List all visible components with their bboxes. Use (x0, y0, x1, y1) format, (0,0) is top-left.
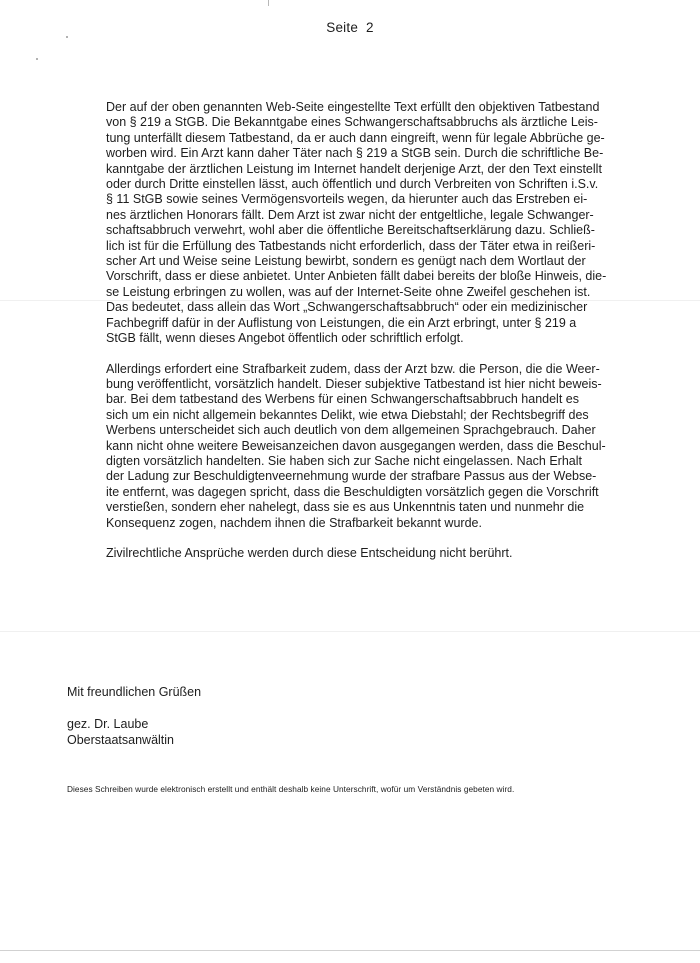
text-line: kann nicht ohne weitere Beweisanzeichen davon ausgegangen werden, dass die Beschul- (106, 438, 606, 453)
text-line: Konsequenz zogen, nachdem ihnen die Strafbarkeit bekannt wurde. (106, 515, 482, 530)
text-line: schaftsabbruch verwehrt, wohl aber die öffentliche Bereitschaftserklärung dazu. Schließ- (106, 223, 595, 238)
paragraph-civil-claims (106, 546, 626, 561)
text-line: Werbens unterscheidet sich auch deutlich von dem allgemeinen Sprachgebrauch. Daher (106, 423, 596, 438)
text-line: § 11 StGB sowie seines Vermögensvorteils wegen, da hierunter auch das Erstreben ei- (106, 192, 588, 207)
closing-greeting: Mit freundlichen Grüßen (67, 685, 202, 699)
text-line: der Ladung zur Beschuldigtenveernehmung wurde der strafbare Passus aus der Webse- (106, 469, 597, 484)
text-line: lich ist für die Erfüllung des Tatbestands nicht erforderlich, dass der Täter etwa in reißeri- (106, 238, 596, 253)
scan-speck (36, 58, 38, 60)
text-line: nes ärztlichen Honorars fällt. Dem Arzt ist zwar nicht der entgeltliche, legale Schwanger- (106, 207, 594, 222)
text-line: Der auf der oben genannten Web-Seite eingestellte Text erfüllt den objektiven Tatbestand (106, 100, 600, 114)
text-line: tung unterfällt diesem Tatbestand, da er auch dann eingreift, wenn für legale Abbrüche ge- (106, 130, 605, 145)
text-line: von § 219 a StGB. Die Bekanntgabe eines Schwangerschaftsabbruchs als ärztliche Leis- (106, 115, 598, 130)
text-line: Allerdings erfordert eine Strafbarkeit zudem, dass der Arzt bzw. die Person, die die Weer- (106, 361, 600, 376)
text-line: digten vorsätzlich handelten. Sie haben sich zur Sache nicht eingelassen. Nach Erhalt (106, 453, 582, 468)
text-line: oder durch Dritte einstellen lässt, auch öffentlich und durch Verbreiten von Schriften i.S.v. (106, 177, 599, 192)
text-line: se Leistung erbringen zu wollen, was auf der Internet-Seite ohne Zweifel geschehen ist. (106, 284, 591, 299)
text-line: scher Art und Weise seine Leistung bewirbt, sondern es genügt nach dem Wortlaut der (106, 254, 586, 269)
text-line: ite entfernt, was dagegen spricht, dass die Beschuldigten vorsätzlich gegen die Vorschrift (106, 484, 599, 499)
text-line: kanntgabe der ärztlichen Leistung im Internet handelt derjenige Arzt, der den Text einstellt (106, 161, 602, 176)
text-line: sich um ein nicht allgemein bekanntes Delikt, wie etwa Diebstahl; der Rechtsbegriff des (106, 407, 589, 422)
scan-mark-top (268, 0, 269, 6)
text-line: StGB fällt, wenn dieses Angebot öffentlich oder schriftlich erfolgt. (106, 331, 464, 346)
scan-speck (66, 36, 68, 38)
text-line: worben wird. Ein Arzt kann daher Täter nach § 219 a StGB sein. Durch die schriftliche Be- (106, 146, 604, 161)
text-line: Das bedeutet, dass allein das Wort „Schwangerschaftsabbruch“ oder ein medizinischer (106, 300, 588, 315)
signer-name: gez. Dr. Laube (67, 717, 149, 731)
page-number: 2 (366, 20, 374, 35)
page-fold (0, 631, 700, 632)
text-line: Vorschrift, dass er diese anbietet. Unter Anbieten fällt dabei bereits der bloße Hinweis, die- (106, 269, 607, 284)
signer-title: Oberstaatsanwältin (67, 733, 175, 747)
text-line: bar. Bei dem tatbestand des Werbens für einen Schwangerschaftsabbruch handelt es (106, 392, 579, 407)
page-header (0, 20, 700, 35)
text-line: bung veröffentlicht, vorsätzlich handelt. Dieser subjektive Tatbestand ist hier nicht beweis- (106, 376, 602, 391)
paragraph-intent (106, 362, 626, 531)
letter-body (106, 100, 626, 576)
page-fold (0, 950, 700, 951)
paragraph-legal-analysis (106, 100, 626, 347)
text-line: Fachbegriff dafür in der Auflistung von Leistungen, die ein Arzt erbringt, unter § 219 a (106, 315, 577, 330)
text-line: verstießen, sondern eher nahelegt, dass sie es aus Unkenntnis taten und nunmehr die (106, 500, 585, 515)
text-line: Zivilrechtliche Ansprüche werden durch diese Entscheidung nicht berührt. (106, 545, 513, 560)
page-label: Seite (326, 20, 359, 35)
letter-closing (67, 684, 201, 748)
electronic-notice: Dieses Schreiben wurde elektronisch erstellt und enthält deshalb keine Unterschrift, wofür um Verständnis gebeten wird. (67, 784, 515, 794)
